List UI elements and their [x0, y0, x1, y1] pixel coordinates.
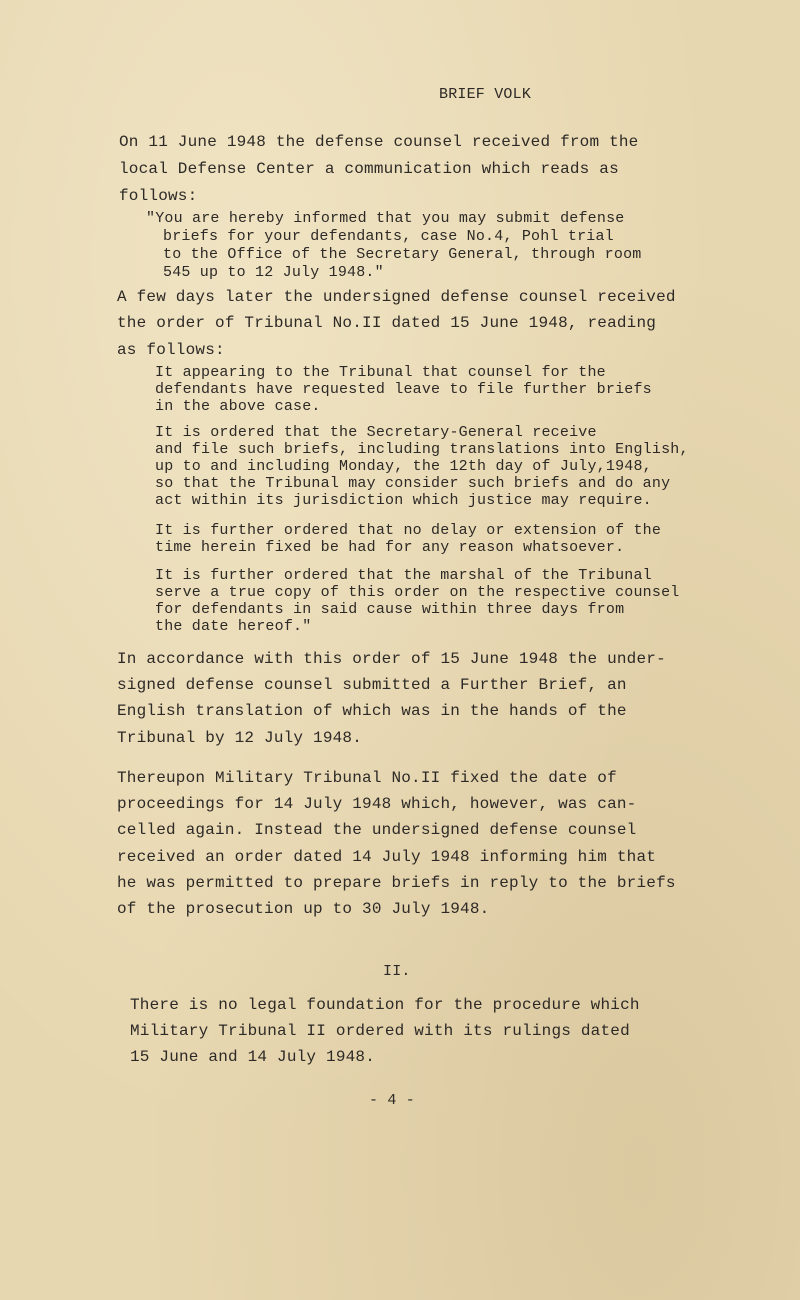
quote-line: for defendants in said cause within three days from: [155, 601, 625, 618]
text-line: English translation of which was in the hands of the: [117, 702, 627, 720]
text-line: Thereupon Military Tribunal No.II fixed the date of: [117, 769, 617, 787]
text-line: received an order dated 14 July 1948 informing him that: [117, 848, 657, 866]
text-line: local Defense Center a communication which reads as: [119, 160, 619, 178]
text-line: follows:: [119, 187, 198, 205]
quote-line: briefs for your defendants, case No.4, Pohl trial: [163, 228, 614, 245]
text-line: There is no legal foundation for the procedure which: [130, 996, 640, 1014]
quote-line: up to and including Monday, the 12th day of July,1948,: [155, 458, 652, 475]
text-line: On 11 June 1948 the defense counsel received from the: [119, 133, 639, 151]
text-line: as follows:: [117, 341, 225, 359]
quote-line: the date hereof.": [155, 618, 312, 635]
quote-line: time herein fixed be had for any reason whatsoever.: [155, 539, 625, 556]
quote-line: It is further ordered that the marshal of the Tribunal: [155, 567, 652, 584]
text-line: signed defense counsel submitted a Further Brief, an: [117, 676, 627, 694]
quote-line: and file such briefs, including translations into English,: [155, 441, 689, 458]
quote-line: so that the Tribunal may consider such briefs and do any: [155, 475, 671, 492]
quote-line: in the above case.: [155, 398, 321, 415]
quote-line: serve a true copy of this order on the respective counsel: [155, 584, 680, 601]
text-line: proceedings for 14 July 1948 which, however, was can-: [117, 795, 637, 813]
text-line: of the prosecution up to 30 July 1948.: [117, 900, 490, 918]
quote-line: It is ordered that the Secretary-General receive: [155, 424, 597, 441]
quote-line: "You are hereby informed that you may submit defense: [146, 210, 625, 227]
page-number: - 4 -: [369, 1092, 416, 1109]
quote-line: defendants have requested leave to file further briefs: [155, 381, 652, 398]
text-line: celled again. Instead the undersigned defense counsel: [117, 821, 637, 839]
quote-line: act within its jurisdiction which justice may require.: [155, 492, 652, 509]
text-line: the order of Tribunal No.II dated 15 June 1948, reading: [117, 314, 657, 332]
quote-line: It appearing to the Tribunal that counsel for the: [155, 364, 606, 381]
text-line: In accordance with this order of 15 June 1948 the under-: [117, 650, 666, 668]
quote-line: It is further ordered that no delay or extension of the: [155, 522, 662, 539]
quote-line: to the Office of the Secretary General, through room: [163, 246, 642, 263]
text-line: he was permitted to prepare briefs in reply to the briefs: [117, 874, 676, 892]
quote-line: 545 up to 12 July 1948.": [163, 264, 384, 281]
document-title: BRIEF VOLK: [439, 86, 532, 103]
text-line: 15 June and 14 July 1948.: [130, 1048, 376, 1066]
section-heading: II.: [383, 963, 411, 980]
text-line: Military Tribunal II ordered with its rulings dated: [130, 1022, 630, 1040]
text-line: A few days later the undersigned defense counsel received: [117, 288, 676, 306]
text-line: Tribunal by 12 July 1948.: [117, 729, 363, 747]
